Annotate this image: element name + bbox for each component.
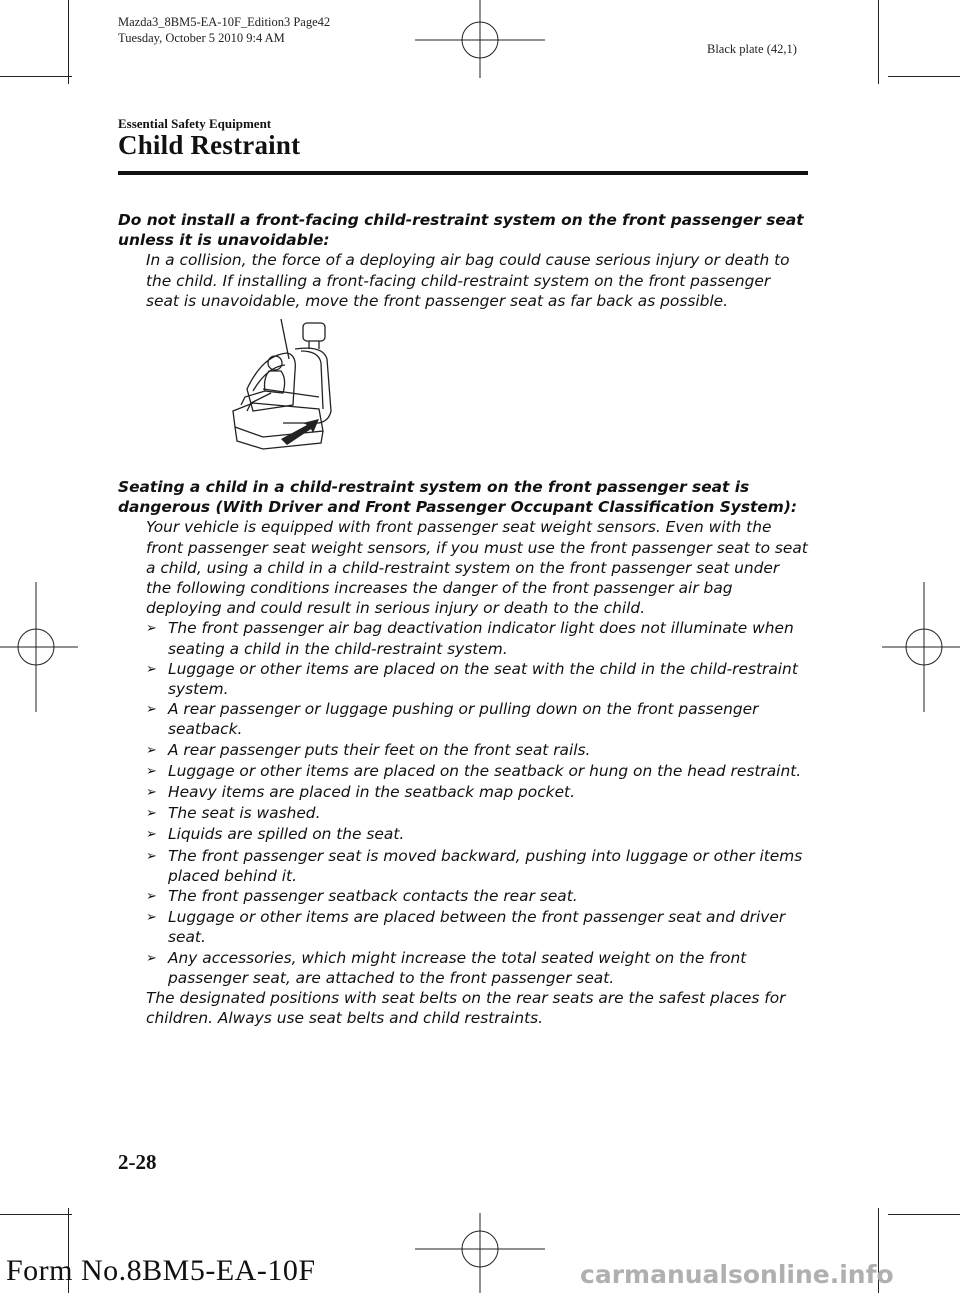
warning-heading: Seating a child in a child-restraint system on the front passenger seat is dangerous (With Driver and Front Passenger Occupant Classification System): xyxy=(118,478,798,517)
warning-closing: The designated positions with seat belts on the rear seats are the safest places for children. Always use seat belts and child restraints. xyxy=(146,989,786,1028)
crop-mark xyxy=(0,1214,72,1215)
list-item-text: The front passenger air bag deactivation indicator light does not illuminate when seating a child in the child-restraint system. xyxy=(168,619,794,658)
list-item-text: Liquids are spilled on the seat. xyxy=(168,825,405,844)
bullet-arrow-icon: ➢ xyxy=(146,621,157,637)
crop-mark xyxy=(878,0,879,84)
registration-mark-top-icon xyxy=(415,0,545,80)
bullet-arrow-icon: ➢ xyxy=(146,702,157,718)
list-item-text: Luggage or other items are placed on the seat with the child in the child-restraint system. xyxy=(168,659,798,699)
list-item-text: The front passenger seatback contacts the rear seat. xyxy=(168,887,578,906)
warning-heading: Do not install a front-facing child-restraint system on the front passenger seat unless it is unavoidable: xyxy=(118,211,804,250)
section-label: Essential Safety Equipment xyxy=(118,116,272,131)
list-item xyxy=(118,740,808,761)
list-item xyxy=(118,761,808,782)
bullet-arrow-icon: ➢ xyxy=(146,806,157,822)
title-rule xyxy=(118,171,808,175)
plate-label: Black plate (42,1) xyxy=(707,42,797,56)
list-item xyxy=(118,618,808,658)
child-seat-illustration xyxy=(118,319,808,467)
list-item-text: Luggage or other items are placed on the seatback or hung on the head restraint. xyxy=(168,761,802,780)
watermark: carmanualsonline.info xyxy=(580,1260,894,1289)
bullet-arrow-icon: ➢ xyxy=(146,848,157,864)
list-item-text: Heavy items are placed in the seatback map pocket. xyxy=(168,783,575,802)
warning-body: In a collision, the force of a deploying air bag could cause serious injury or death to the child. If installing a front-facing child-restraint system on the front passenger seat is unavoidable, move the front passenger seat as far back as possible. xyxy=(146,251,790,310)
print-slug-line: Mazda3_8BM5-EA-10F_Edition3 Page42 xyxy=(118,15,331,29)
list-item xyxy=(118,907,808,947)
bullet-arrow-icon: ➢ xyxy=(146,763,157,779)
bullet-arrow-icon: ➢ xyxy=(146,661,157,677)
list-item xyxy=(118,659,808,699)
list-item-text: The front passenger seat is moved backward, pushing into luggage or other items placed behind it. xyxy=(168,846,803,885)
page-title: Child Restraint xyxy=(118,130,301,160)
list-item xyxy=(118,699,808,739)
warning-body: Your vehicle is equipped with front passenger seat weight sensors. Even with the front passenger seat weight sensors, if you must use the front passenger seat to seat a child, using a child in a child-restraint system on the front passenger seat under the following conditions increases the danger of the front passenger air bag deploying and could result in serious injury or death to the child. xyxy=(146,518,808,618)
child-seat-illustration-icon xyxy=(223,319,333,454)
crop-mark xyxy=(888,76,960,77)
print-slug-line: Tuesday, October 5 2010 9:4 AM xyxy=(118,31,285,45)
condition-list xyxy=(118,618,808,988)
bullet-arrow-icon: ➢ xyxy=(146,742,157,758)
bullet-arrow-icon: ➢ xyxy=(146,827,157,843)
list-item xyxy=(118,803,808,824)
registration-mark-right-icon xyxy=(882,582,960,712)
list-item xyxy=(118,948,808,988)
page-number: 2-28 xyxy=(118,1150,157,1174)
crop-mark xyxy=(0,76,72,77)
list-item-text: A rear passenger or luggage pushing or pulling down on the front passenger seatback. xyxy=(168,700,759,739)
list-item xyxy=(118,846,808,886)
list-item xyxy=(118,824,808,845)
bullet-arrow-icon: ➢ xyxy=(146,889,157,905)
print-slug xyxy=(118,14,330,46)
list-item-text: Luggage or other items are placed between the front passenger seat and driver seat. xyxy=(168,908,786,947)
registration-mark-bottom-icon xyxy=(415,1213,545,1293)
list-item xyxy=(118,782,808,803)
list-item-text: The seat is washed. xyxy=(168,804,321,823)
crop-mark xyxy=(68,0,69,84)
registration-mark-left-icon xyxy=(0,582,80,712)
form-number: Form No.8BM5-EA-10F xyxy=(6,1254,316,1287)
bullet-arrow-icon: ➢ xyxy=(146,910,157,926)
list-item-text: A rear passenger puts their feet on the front seat rails. xyxy=(168,740,591,759)
bullet-arrow-icon: ➢ xyxy=(146,785,157,801)
list-item-text: Any accessories, which might increase the total seated weight on the front passenger seat, are attached to the front passenger seat. xyxy=(168,948,747,987)
bullet-arrow-icon: ➢ xyxy=(146,950,157,966)
crop-mark xyxy=(888,1214,960,1215)
list-item xyxy=(118,886,808,907)
warning-content xyxy=(118,210,808,1029)
